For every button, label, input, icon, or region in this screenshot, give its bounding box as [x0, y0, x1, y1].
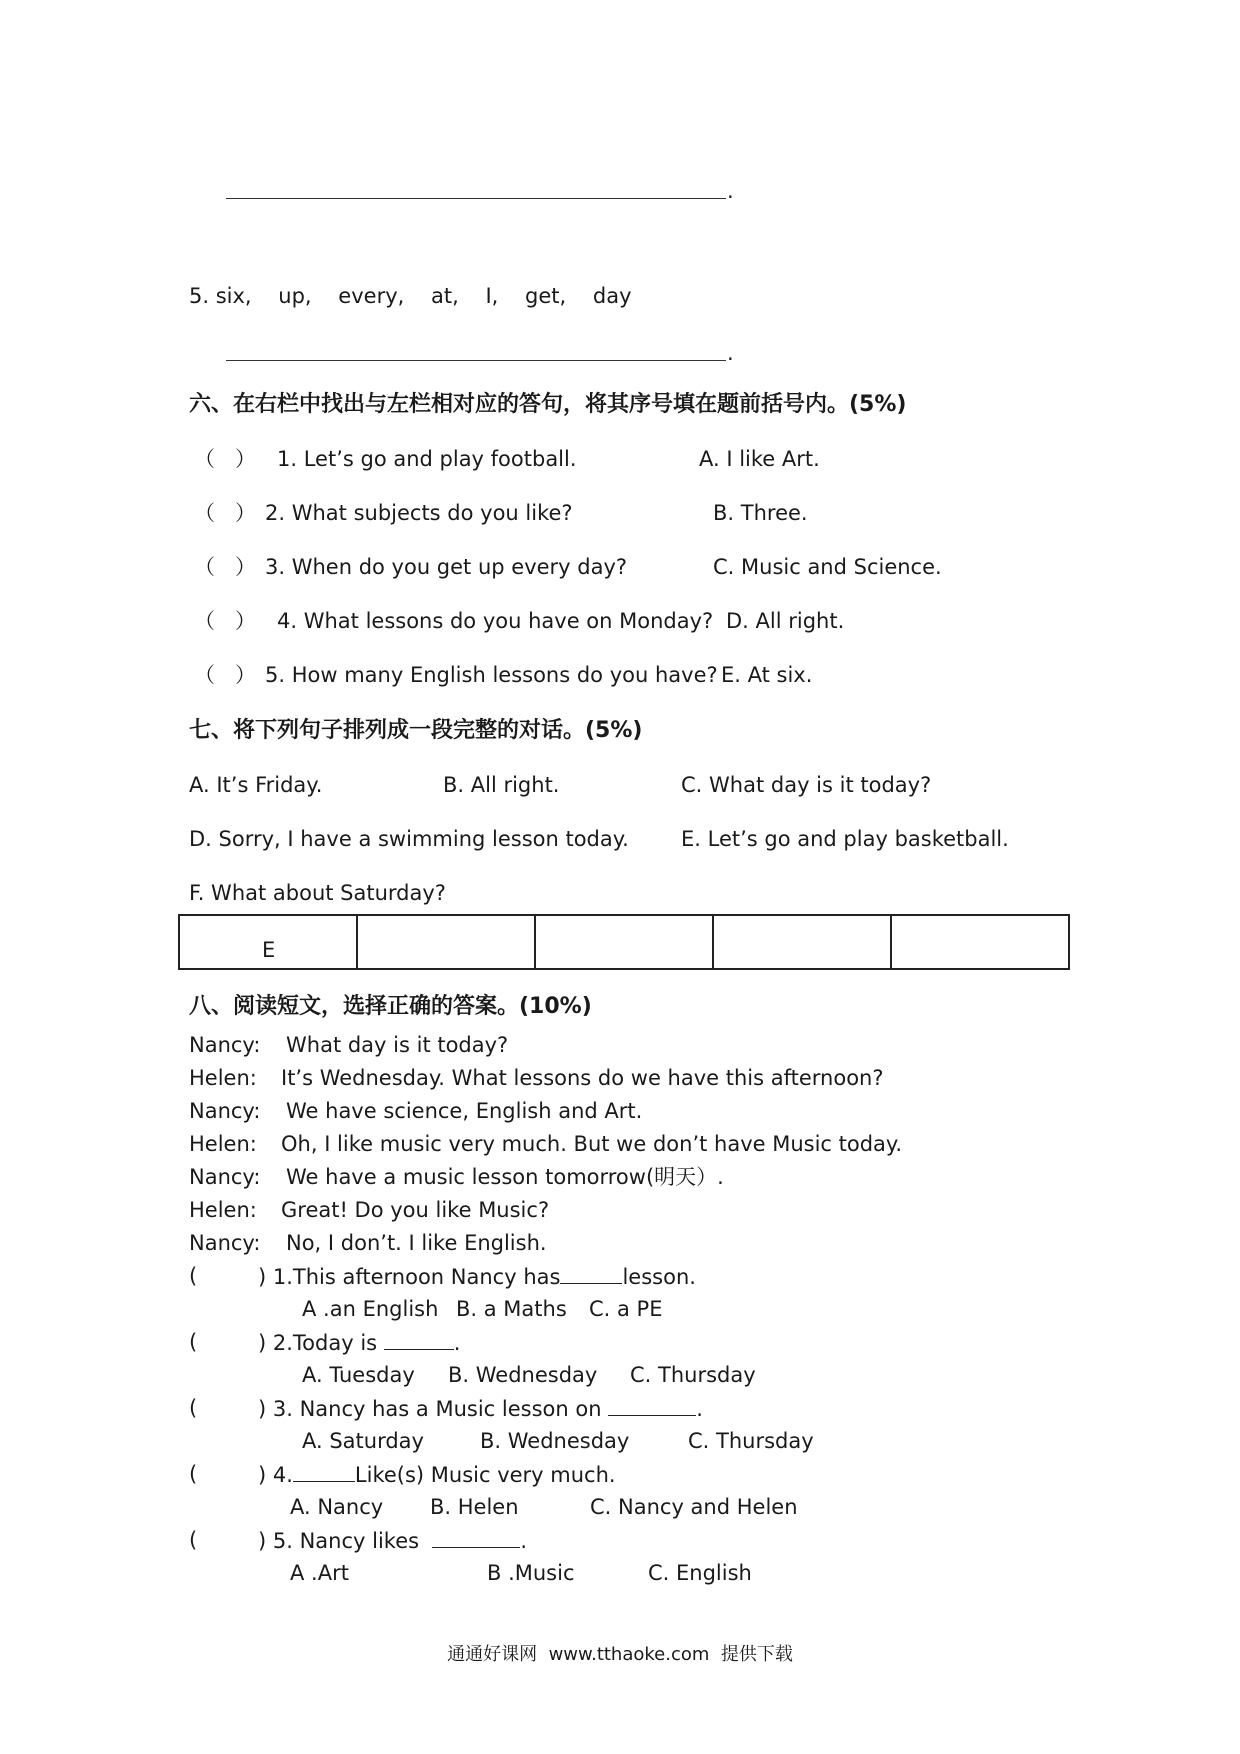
option: B. Wednesday — [448, 1363, 598, 1387]
match-answer: D. All right. — [726, 609, 845, 633]
option: B. a Maths — [456, 1297, 567, 1321]
dialog-option-f: F. What about Saturday? — [189, 881, 446, 905]
question-2 — [258, 1329, 460, 1356]
match-paren: （ ） — [194, 447, 257, 471]
match-question: 5. How many English lessons do you have? — [265, 663, 718, 687]
option: C. Thursday — [688, 1429, 814, 1453]
dialog-speaker: Helen: — [189, 1132, 257, 1156]
question-paren: ( — [189, 1330, 198, 1354]
option: A. Tuesday — [302, 1363, 415, 1387]
answer-line — [226, 360, 726, 361]
answer-cell[interactable]: E — [179, 915, 357, 969]
section-6-title: 六、在右栏中找出与左栏相对应的答句，将其序号填在题前括号内。(5%) — [189, 392, 907, 417]
match-question: 4. What lessons do you have on Monday? — [277, 609, 714, 633]
dialog-line: What day is it today? — [286, 1033, 509, 1057]
dialog-speaker: Nancy: — [189, 1099, 261, 1123]
fill-blank[interactable] — [608, 1395, 696, 1416]
order-answer-table — [178, 914, 1070, 970]
question-3 — [258, 1395, 703, 1422]
fill-blank[interactable] — [384, 1329, 454, 1350]
question-paren: ( — [189, 1264, 198, 1288]
question-4 — [258, 1461, 616, 1488]
question-5 — [258, 1527, 527, 1554]
question-paren: ( — [189, 1396, 198, 1420]
dialog-option-b: B. All right. — [443, 773, 560, 797]
question-text: ) 5. Nancy likes — [258, 1529, 420, 1553]
question-text-after: . — [453, 1331, 461, 1355]
option: C. Thursday — [630, 1363, 756, 1387]
question-paren: ( — [189, 1462, 198, 1486]
option: B. Wednesday — [480, 1429, 630, 1453]
match-answer: C. Music and Science. — [713, 555, 942, 579]
dialog-speaker: Nancy: — [189, 1165, 261, 1189]
reorder-item-5: 5. six, up, every, at, I, get, day — [189, 284, 632, 308]
section-7-title: 七、将下列句子排列成一段完整的对话。(5%) — [189, 718, 643, 743]
question-text: ) 4. — [258, 1463, 293, 1487]
fill-blank[interactable] — [293, 1461, 355, 1482]
match-paren: （ ） — [194, 663, 257, 687]
answer-cell[interactable] — [535, 915, 713, 969]
option: C. Nancy and Helen — [590, 1495, 798, 1519]
dialog-speaker: Nancy: — [189, 1231, 261, 1255]
match-paren: （ ） — [194, 501, 257, 525]
dialog-line: Oh, I like music very much. But we don’t have Music today. — [281, 1132, 903, 1156]
option: B. Helen — [430, 1495, 519, 1519]
match-question: 1. Let’s go and play football. — [277, 447, 577, 471]
answer-cell[interactable] — [713, 915, 891, 969]
option: A. Nancy — [290, 1495, 384, 1519]
question-text-after: lesson. — [622, 1265, 696, 1289]
dialog-line: Great! Do you like Music? — [281, 1198, 550, 1222]
question-text: ) 1.This afternoon Nancy has — [258, 1265, 561, 1289]
fill-blank[interactable] — [432, 1527, 520, 1548]
dialog-option-d: D. Sorry, I have a swimming lesson today. — [189, 827, 629, 851]
option: C. a PE — [589, 1297, 663, 1321]
answer-line-period: . — [727, 341, 734, 365]
question-text: ) 3. Nancy has a Music lesson on — [258, 1397, 602, 1421]
dialog-line: We have science, English and Art. — [286, 1099, 643, 1123]
dialog-option-c: C. What day is it today? — [681, 773, 932, 797]
question-text-after: . — [696, 1397, 703, 1421]
dialog-line: It’s Wednesday. What lessons do we have this afternoon? — [281, 1066, 884, 1090]
answer-cell[interactable] — [357, 915, 535, 969]
dialog-line: No, I don’t. I like English. — [286, 1231, 547, 1255]
dialog-speaker: Helen: — [189, 1066, 257, 1090]
option: A .Art — [290, 1561, 349, 1585]
match-question: 2. What subjects do you like? — [265, 501, 573, 525]
question-text-after: . — [520, 1529, 528, 1553]
question-text: ) 2.Today is — [258, 1331, 378, 1355]
page-footer: 通通好课网 www.tthaoke.com 提供下载 — [447, 1644, 793, 1665]
option: A .an English — [302, 1297, 439, 1321]
question-paren: ( — [189, 1528, 198, 1552]
dialog-option-e: E. Let’s go and play basketball. — [681, 827, 1009, 851]
dialog-speaker: Helen: — [189, 1198, 257, 1222]
match-question: 3. When do you get up every day? — [265, 555, 628, 579]
match-answer: B. Three. — [713, 501, 808, 525]
option: B .Music — [487, 1561, 575, 1585]
dialog-line: We have a music lesson tomorrow(明天）. — [286, 1165, 724, 1189]
question-text-after: Like(s) Music very much. — [354, 1463, 616, 1487]
section-8-title: 八、阅读短文，选择正确的答案。(10%) — [189, 994, 592, 1019]
match-paren: （ ） — [194, 609, 257, 633]
answer-cell[interactable] — [891, 915, 1069, 969]
match-answer: E. At six. — [721, 663, 813, 687]
option: C. English — [648, 1561, 752, 1585]
question-1 — [258, 1263, 696, 1290]
match-answer: A. I like Art. — [699, 447, 820, 471]
answer-line — [226, 198, 726, 199]
fill-blank[interactable] — [560, 1263, 622, 1284]
dialog-speaker: Nancy: — [189, 1033, 261, 1057]
dialog-option-a: A. It’s Friday. — [189, 773, 323, 797]
match-paren: （ ） — [194, 555, 257, 579]
option: A. Saturday — [302, 1429, 424, 1453]
answer-line-period: . — [727, 179, 734, 203]
